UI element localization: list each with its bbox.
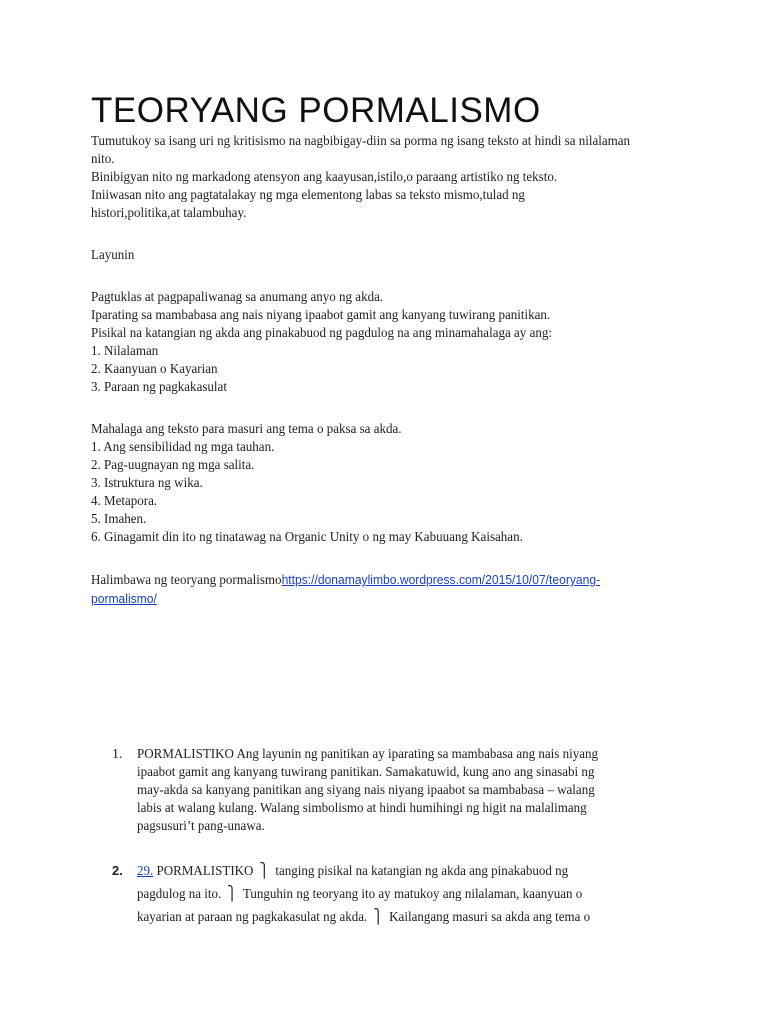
list-item-content: 29. PORMALISTIKO ⎫ tanging pisikal na katangian ng akda ang pinakabuod ng pagdulog na ito. ⎫ Tunguhin ng teoryang ito ay matukoy ang nilalaman, kaanyuan o kayarian at paraan ng pagkakasulat ng akda. ⎫ Kailangang masuri sa akda ang tema o bbox=[137, 863, 591, 925]
example-link[interactable]: https://donamaylimbo.wordpress.com/2015/10/07/teoryang- bbox=[281, 572, 601, 587]
numbered-list-item-2 bbox=[112, 860, 672, 929]
page-title: TEORYANG PORMALISMO bbox=[91, 91, 541, 130]
intro-line: Binibigyan nito ng markadong atensyon ang kaayusan,istilo,o paraang artistiko ng teksto. bbox=[91, 170, 558, 185]
intro-line: Tumutukoy sa isang uri ng kritisismo na nagbibigay-diin sa porma ng isang teksto at hindi sa nilalaman nito. bbox=[91, 134, 631, 167]
purpose-line: Pisikal na katangian ng akda ang pinakabuod ng pagdulog na ang minamahalaga ay ang: bbox=[91, 326, 552, 341]
example-paragraph bbox=[91, 571, 649, 609]
purpose-paragraph bbox=[91, 289, 649, 397]
tema-list-item: 6. Ginagamit din ito ng tinatawag na Organic Unity o ng may Kabuuang Kaisahan. bbox=[91, 530, 523, 545]
document-body bbox=[91, 133, 649, 609]
intro-line: Iniiwasan nito ang pagtatalakay ng mga elementong labas sa teksto mismo,tulad ng bbox=[91, 188, 525, 203]
purpose-line: Iparating sa mambabasa ang nais niyang ipaabot gamit ang kanyang tuwirang panitikan. bbox=[91, 308, 551, 323]
purpose-line: Pagtuklas at pagpapaliwanag sa anumang anyo ng akda. bbox=[91, 290, 384, 305]
tema-paragraph bbox=[91, 421, 649, 547]
intro-paragraph bbox=[91, 133, 649, 223]
bracket-glyph: ⎫ bbox=[259, 863, 270, 879]
list-number: 1. bbox=[112, 747, 123, 762]
purpose-list-item: 2. Kaanyuan o Kayarian bbox=[91, 362, 218, 377]
tema-list-item: 4. Metapora. bbox=[91, 494, 158, 509]
bracket-glyph: ⎫ bbox=[373, 909, 384, 925]
purpose-list-item: 1. Nilalaman bbox=[91, 344, 159, 359]
purpose-list-item: 3. Paraan ng pagkakasulat bbox=[91, 380, 227, 395]
tema-list-item: 2. Pag-uugnayan ng mga salita. bbox=[91, 458, 255, 473]
list-number: 2. bbox=[112, 863, 123, 878]
tema-list-item: 5. Imahen. bbox=[91, 512, 147, 527]
reference-link[interactable]: 29. bbox=[137, 864, 154, 879]
list-item-content: PORMALISTIKO Ang layunin ng panitikan ay iparating sa mambabasa ang nais niyang ipaabot gamit ang kanyang tuwirang panitikan. Samakatuwid, kung ano ang sinasabi ng may-akda sa kanyang panitikan ang siyang nais niyang ipaabot sa mambabasa – walang labis at walang kulang. Walang simbolismo at hindi humihingi ng higit na malalimang pagsusuri’t pang-unawa. bbox=[137, 747, 599, 834]
tema-list-item: 3. Istruktura ng wika. bbox=[91, 476, 203, 491]
intro-line: histori,politika,at talambuhay. bbox=[91, 206, 247, 221]
example-label: Halimbawa ng teoryang pormalismo bbox=[91, 573, 282, 588]
tema-list-item: 1. Ang sensibilidad ng mga tauhan. bbox=[91, 440, 275, 455]
bracket-glyph: ⎫ bbox=[227, 886, 238, 902]
example-link-continued[interactable]: pormalismo/ bbox=[91, 591, 157, 606]
layunin-heading: Layunin bbox=[91, 248, 135, 263]
tema-intro: Mahalaga ang teksto para masuri ang tema o paksa sa akda. bbox=[91, 422, 402, 437]
numbered-list-item-1 bbox=[112, 746, 672, 836]
